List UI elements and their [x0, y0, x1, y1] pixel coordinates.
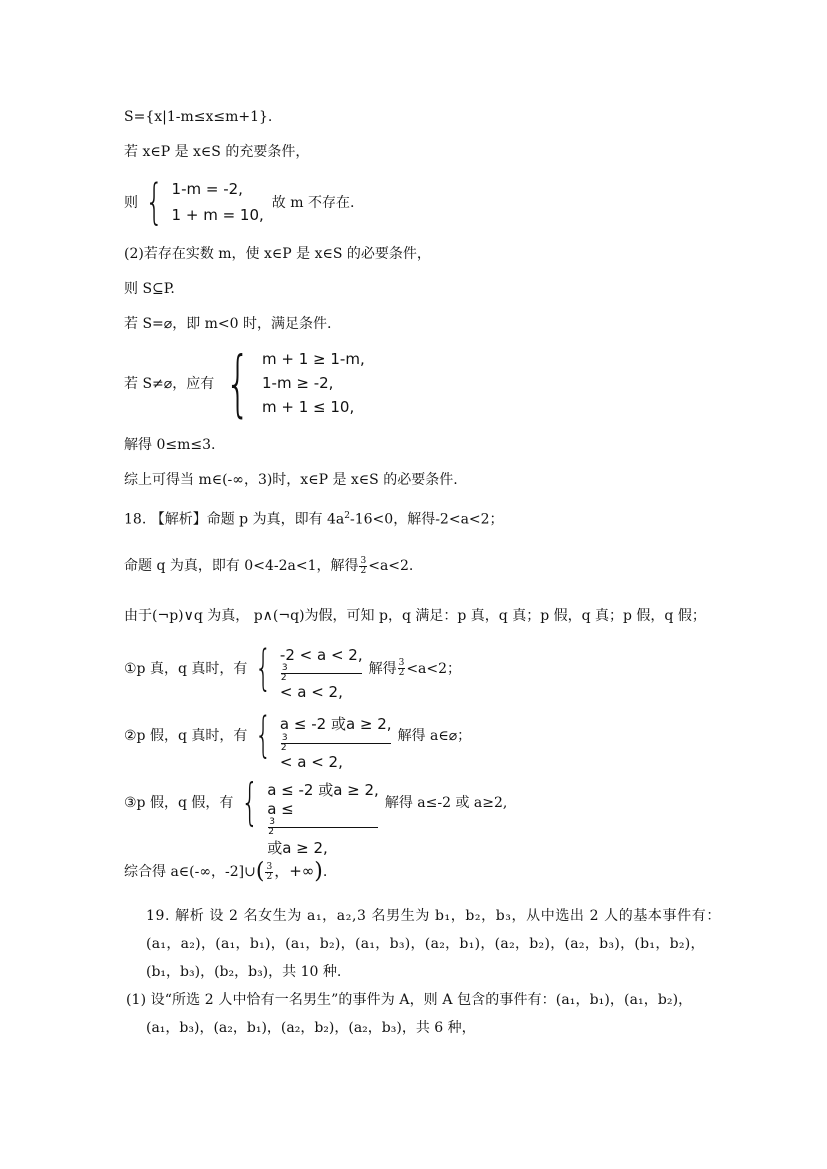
- system-rows: [279, 713, 392, 771]
- system-row: -2 < a < 2,: [279, 646, 363, 664]
- exponent: 2: [344, 511, 351, 521]
- brace: {: [255, 707, 273, 763]
- case-prefix: ③p 假，q 假，有: [124, 795, 234, 811]
- case-2-system: [124, 707, 472, 771]
- brace: {: [145, 174, 164, 230]
- case-solution: 解得 $\frac{3}{2}$ <a<2；: [368, 658, 462, 679]
- system-rows: [262, 350, 365, 416]
- case-prefix: ②p 假，q 真时，有: [124, 728, 248, 744]
- equation-system-2: [124, 341, 365, 425]
- system-rows: [172, 180, 264, 224]
- line-text: 综合得 a∈(-∞，-2]∪: [124, 864, 256, 880]
- system-prefix: 若 S≠⌀，应有: [124, 376, 215, 392]
- conclusion-line: 综上可得当 m∈(-∞，3)时，x∈P 是 x∈S 的必要条件.: [124, 472, 458, 488]
- solution-line: 解得 0≤m≤3.: [124, 437, 216, 453]
- brace: {: [241, 773, 260, 831]
- system-row: 3 2 < a < 2,: [280, 664, 363, 701]
- q18-text: 18. 【解析】命题 p 为真，即有 4a: [124, 511, 345, 528]
- system-row: 1-m ≥ -2,: [262, 374, 334, 392]
- fraction: $\frac{3}{2}$: [360, 555, 367, 576]
- case-prefix: ①p 真，q 真时，有: [124, 661, 248, 677]
- q-true-line: [124, 556, 413, 576]
- system-rows: [267, 779, 379, 857]
- case-solution: 解得 a≤-2 或 a≥2,: [384, 795, 508, 811]
- brace: {: [225, 341, 251, 425]
- part-2-intro: (2)若存在实数 m，使 x∈P 是 x∈S 的必要条件，: [124, 246, 431, 262]
- q18-text: -16<0，解得-2<a<2；: [350, 511, 504, 528]
- brace: {: [255, 640, 273, 696]
- q19-part1-events: (a₁，b₃)，(a₂，b₁)，(a₂，b₂)，(a₂，b₃)，共 6 种，: [146, 1020, 476, 1036]
- system-row: a ≤ -2 或a ≥ 2,: [279, 715, 392, 733]
- set-s-definition: S={x|1-m≤x≤m+1}.: [124, 109, 273, 125]
- q19-events-2: (b₁，b₃)，(b₂，b₃)，共 10 种.: [146, 964, 342, 980]
- q19-intro: 19. 解析 设 2 名女生为 a₁，a₂,3 名男生为 b₁，b₂，b₃，从中选出 2 人的基本事件有：: [146, 908, 721, 924]
- empty-set-case: 若 S=⌀，即 m<0 时，满足条件.: [124, 316, 332, 332]
- system-rows: [279, 646, 363, 701]
- system-row: a ≤ 3 2 或a ≥ 2,: [267, 800, 379, 858]
- system-row: m + 1 ≥ 1-m,: [262, 350, 365, 368]
- logic-cases-line: 由于(¬p)∨q 为真， p∧(¬q)为假，可知 p，q 满足：p 真，q 真；p 假，q 真；p 假，q 假；: [124, 608, 706, 624]
- system-row: a ≤ -2 或a ≥ 2,: [267, 781, 379, 799]
- final-answer-line: 综合得 a∈(-∞，-2]∪( $\frac{3}{2}$ ，+∞).: [124, 859, 328, 884]
- system-row: 3 2 < a < 2,: [280, 734, 392, 771]
- case-3-system: [124, 773, 508, 857]
- system-conclusion: 故 m 不存在.: [271, 195, 355, 211]
- q19-part1: (1) 设“所选 2 人中恰有一名男生”的事件为 A，则 A 包含的事件有：(a₁，b₁)，(a₁，b₂)，: [126, 992, 693, 1008]
- system-row: 1-m = -2,: [171, 180, 243, 198]
- system-row: m + 1 ≤ 10,: [262, 398, 355, 416]
- case-1-system: [124, 640, 462, 701]
- case-solution: 解得 a∈⌀；: [397, 728, 472, 744]
- line-text: <a<2.: [368, 558, 414, 574]
- q19-events-1: (a₁，a₂)，(a₁，b₁)，(a₁，b₂)，(a₁，b₃)，(a₂，b₁)，(a₂，b₂)，(a₂，b₃)，(b₁，b₂)，: [146, 936, 705, 952]
- subset-line: 则 S⊆P.: [124, 281, 175, 297]
- system-prefix: 则: [124, 195, 138, 211]
- sufficient-condition-line: 若 x∈P 是 x∈S 的充要条件，: [124, 144, 310, 160]
- system-row: 1 + m = 10,: [171, 206, 264, 224]
- equation-system-1: [124, 174, 355, 230]
- line-text: 命题 q 为真，即有 0<4-2a<1，解得: [124, 558, 359, 574]
- q18-intro: [124, 506, 504, 530]
